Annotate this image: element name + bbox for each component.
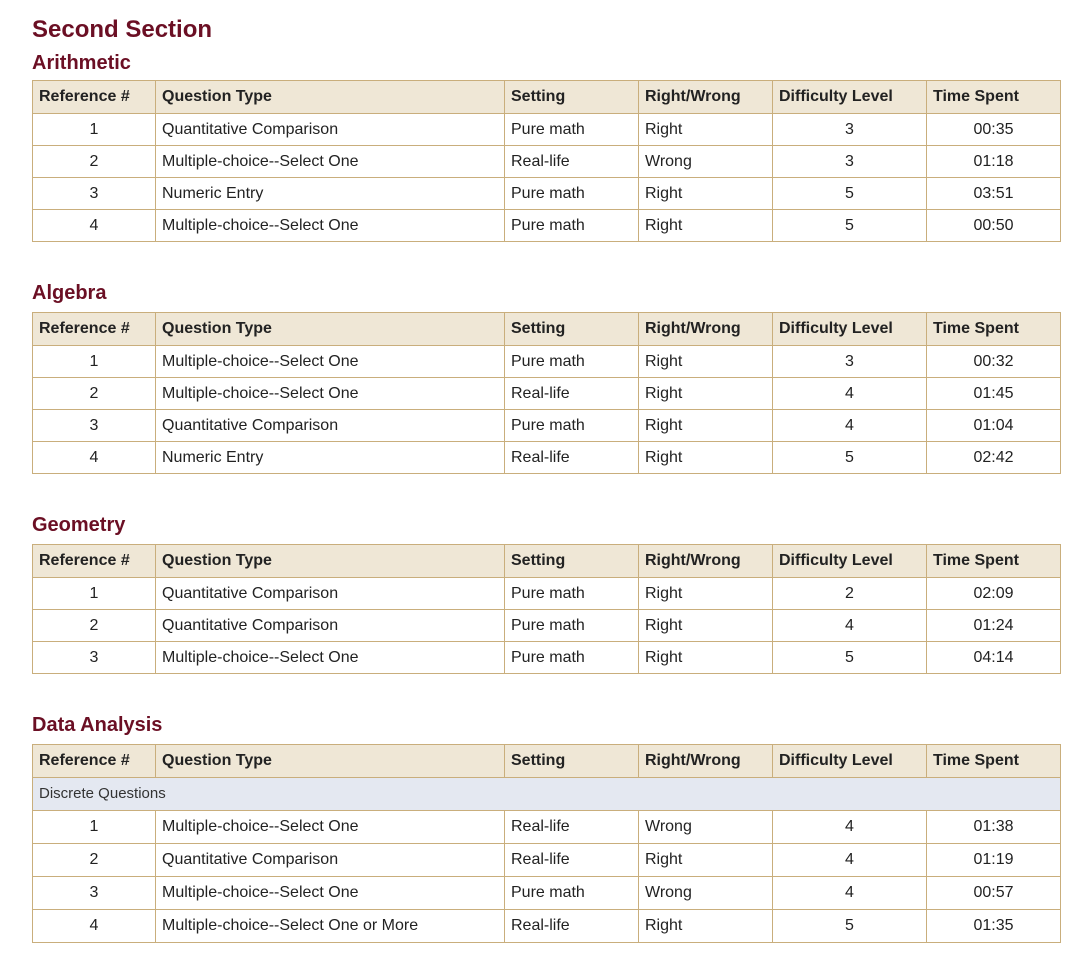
cell-difficulty-level: 4 <box>773 877 927 910</box>
cell-reference: 2 <box>33 610 156 642</box>
cell-difficulty-level: 5 <box>773 210 927 242</box>
table-row <box>33 346 1061 378</box>
cell-reference: 3 <box>33 642 156 674</box>
cell-reference: 4 <box>33 910 156 943</box>
cell-difficulty-level: 3 <box>773 346 927 378</box>
cell-time-spent: 01:24 <box>927 610 1061 642</box>
cell-time-spent: 00:35 <box>927 114 1061 146</box>
cell-question-type: Multiple-choice--Select One <box>156 346 505 378</box>
cell-right-wrong: Right <box>639 410 773 442</box>
cell-time-spent: 01:38 <box>927 811 1061 844</box>
table-header-row <box>33 545 1061 578</box>
table-row <box>33 844 1061 877</box>
cell-difficulty-level: 4 <box>773 378 927 410</box>
cell-setting: Pure math <box>505 578 639 610</box>
cell-setting: Pure math <box>505 642 639 674</box>
cell-question-type: Quantitative Comparison <box>156 114 505 146</box>
cell-difficulty-level: 5 <box>773 910 927 943</box>
table-row <box>33 378 1061 410</box>
cell-question-type: Quantitative Comparison <box>156 610 505 642</box>
cell-time-spent: 00:32 <box>927 346 1061 378</box>
cell-setting: Real-life <box>505 844 639 877</box>
table-row <box>33 210 1061 242</box>
cell-time-spent: 04:14 <box>927 642 1061 674</box>
cell-right-wrong: Right <box>639 610 773 642</box>
cell-right-wrong: Right <box>639 578 773 610</box>
cell-setting: Real-life <box>505 811 639 844</box>
cell-right-wrong: Right <box>639 346 773 378</box>
header-reference: Reference # <box>33 313 156 346</box>
cell-right-wrong: Right <box>639 378 773 410</box>
cell-question-type: Multiple-choice--Select One or More <box>156 910 505 943</box>
header-reference: Reference # <box>33 81 156 114</box>
results-table <box>32 744 1061 943</box>
cell-setting: Real-life <box>505 146 639 178</box>
section-geometry <box>32 510 1060 674</box>
cell-setting: Real-life <box>505 378 639 410</box>
cell-right-wrong: Right <box>639 210 773 242</box>
section-algebra <box>32 278 1060 474</box>
cell-reference: 1 <box>33 346 156 378</box>
cell-setting: Pure math <box>505 610 639 642</box>
header-difficulty-level: Difficulty Level <box>773 745 927 778</box>
header-reference: Reference # <box>33 745 156 778</box>
cell-right-wrong: Right <box>639 642 773 674</box>
cell-right-wrong: Right <box>639 442 773 474</box>
results-table <box>32 80 1061 242</box>
cell-reference: 2 <box>33 378 156 410</box>
cell-time-spent: 01:35 <box>927 910 1061 943</box>
cell-time-spent: 00:50 <box>927 210 1061 242</box>
table-row <box>33 811 1061 844</box>
cell-question-type: Multiple-choice--Select One <box>156 877 505 910</box>
cell-difficulty-level: 4 <box>773 811 927 844</box>
header-setting: Setting <box>505 81 639 114</box>
cell-time-spent: 03:51 <box>927 178 1061 210</box>
header-time-spent: Time Spent <box>927 745 1061 778</box>
header-question-type: Question Type <box>156 545 505 578</box>
sections-container <box>32 46 1060 943</box>
cell-difficulty-level: 5 <box>773 642 927 674</box>
cell-setting: Pure math <box>505 210 639 242</box>
cell-question-type: Multiple-choice--Select One <box>156 210 505 242</box>
header-difficulty-level: Difficulty Level <box>773 545 927 578</box>
cell-question-type: Quantitative Comparison <box>156 578 505 610</box>
cell-reference: 3 <box>33 178 156 210</box>
cell-right-wrong: Wrong <box>639 811 773 844</box>
table-row <box>33 910 1061 943</box>
cell-time-spent: 01:19 <box>927 844 1061 877</box>
cell-setting: Pure math <box>505 178 639 210</box>
cell-difficulty-level: 4 <box>773 844 927 877</box>
header-question-type: Question Type <box>156 81 505 114</box>
header-right-wrong: Right/Wrong <box>639 313 773 346</box>
cell-setting: Pure math <box>505 410 639 442</box>
cell-right-wrong: Right <box>639 178 773 210</box>
cell-question-type: Quantitative Comparison <box>156 410 505 442</box>
report-page <box>32 14 1060 979</box>
cell-right-wrong: Wrong <box>639 877 773 910</box>
cell-right-wrong: Right <box>639 910 773 943</box>
table-row <box>33 610 1061 642</box>
cell-setting: Pure math <box>505 877 639 910</box>
cell-reference: 4 <box>33 442 156 474</box>
section-title: Data Analysis <box>32 714 163 736</box>
group-row <box>33 778 1061 811</box>
cell-reference: 4 <box>33 210 156 242</box>
cell-difficulty-level: 5 <box>773 442 927 474</box>
cell-reference: 2 <box>33 146 156 178</box>
header-setting: Setting <box>505 545 639 578</box>
cell-time-spent: 01:04 <box>927 410 1061 442</box>
table-row <box>33 877 1061 910</box>
table-row <box>33 578 1061 610</box>
table-row <box>33 442 1061 474</box>
cell-time-spent: 01:18 <box>927 146 1061 178</box>
cell-difficulty-level: 4 <box>773 610 927 642</box>
section-title: Geometry <box>32 514 126 536</box>
table-row <box>33 642 1061 674</box>
cell-reference: 3 <box>33 877 156 910</box>
cell-time-spent: 02:42 <box>927 442 1061 474</box>
header-time-spent: Time Spent <box>927 313 1061 346</box>
header-right-wrong: Right/Wrong <box>639 81 773 114</box>
table-row <box>33 410 1061 442</box>
header-time-spent: Time Spent <box>927 545 1061 578</box>
cell-question-type: Multiple-choice--Select One <box>156 642 505 674</box>
header-right-wrong: Right/Wrong <box>639 545 773 578</box>
cell-question-type: Multiple-choice--Select One <box>156 811 505 844</box>
cell-difficulty-level: 2 <box>773 578 927 610</box>
cell-reference: 1 <box>33 578 156 610</box>
cell-difficulty-level: 5 <box>773 178 927 210</box>
table-header-row <box>33 313 1061 346</box>
table-header-row <box>33 745 1061 778</box>
header-difficulty-level: Difficulty Level <box>773 313 927 346</box>
header-time-spent: Time Spent <box>927 81 1061 114</box>
cell-right-wrong: Right <box>639 114 773 146</box>
cell-time-spent: 00:57 <box>927 877 1061 910</box>
cell-question-type: Numeric Entry <box>156 178 505 210</box>
cell-question-type: Numeric Entry <box>156 442 505 474</box>
table-row <box>33 114 1061 146</box>
header-question-type: Question Type <box>156 745 505 778</box>
cell-reference: 1 <box>33 114 156 146</box>
table-row <box>33 146 1061 178</box>
cell-time-spent: 02:09 <box>927 578 1061 610</box>
header-difficulty-level: Difficulty Level <box>773 81 927 114</box>
page-title: Second Section <box>32 16 213 43</box>
section-title: Algebra <box>32 282 107 304</box>
cell-reference: 1 <box>33 811 156 844</box>
header-reference: Reference # <box>33 545 156 578</box>
table-row <box>33 178 1061 210</box>
cell-right-wrong: Wrong <box>639 146 773 178</box>
group-label: Discrete Questions <box>33 778 1061 811</box>
cell-reference: 2 <box>33 844 156 877</box>
cell-question-type: Multiple-choice--Select One <box>156 146 505 178</box>
header-setting: Setting <box>505 745 639 778</box>
table-header-row <box>33 81 1061 114</box>
section-arithmetic <box>32 46 1060 242</box>
cell-setting: Real-life <box>505 442 639 474</box>
results-table <box>32 312 1061 474</box>
section-title: Arithmetic <box>32 52 131 74</box>
cell-difficulty-level: 3 <box>773 114 927 146</box>
cell-difficulty-level: 4 <box>773 410 927 442</box>
cell-setting: Real-life <box>505 910 639 943</box>
results-table <box>32 544 1061 674</box>
header-setting: Setting <box>505 313 639 346</box>
cell-setting: Pure math <box>505 346 639 378</box>
cell-question-type: Multiple-choice--Select One <box>156 378 505 410</box>
cell-difficulty-level: 3 <box>773 146 927 178</box>
cell-time-spent: 01:45 <box>927 378 1061 410</box>
header-question-type: Question Type <box>156 313 505 346</box>
cell-question-type: Quantitative Comparison <box>156 844 505 877</box>
cell-setting: Pure math <box>505 114 639 146</box>
section-data-analysis <box>32 710 1060 943</box>
header-right-wrong: Right/Wrong <box>639 745 773 778</box>
cell-reference: 3 <box>33 410 156 442</box>
cell-right-wrong: Right <box>639 844 773 877</box>
